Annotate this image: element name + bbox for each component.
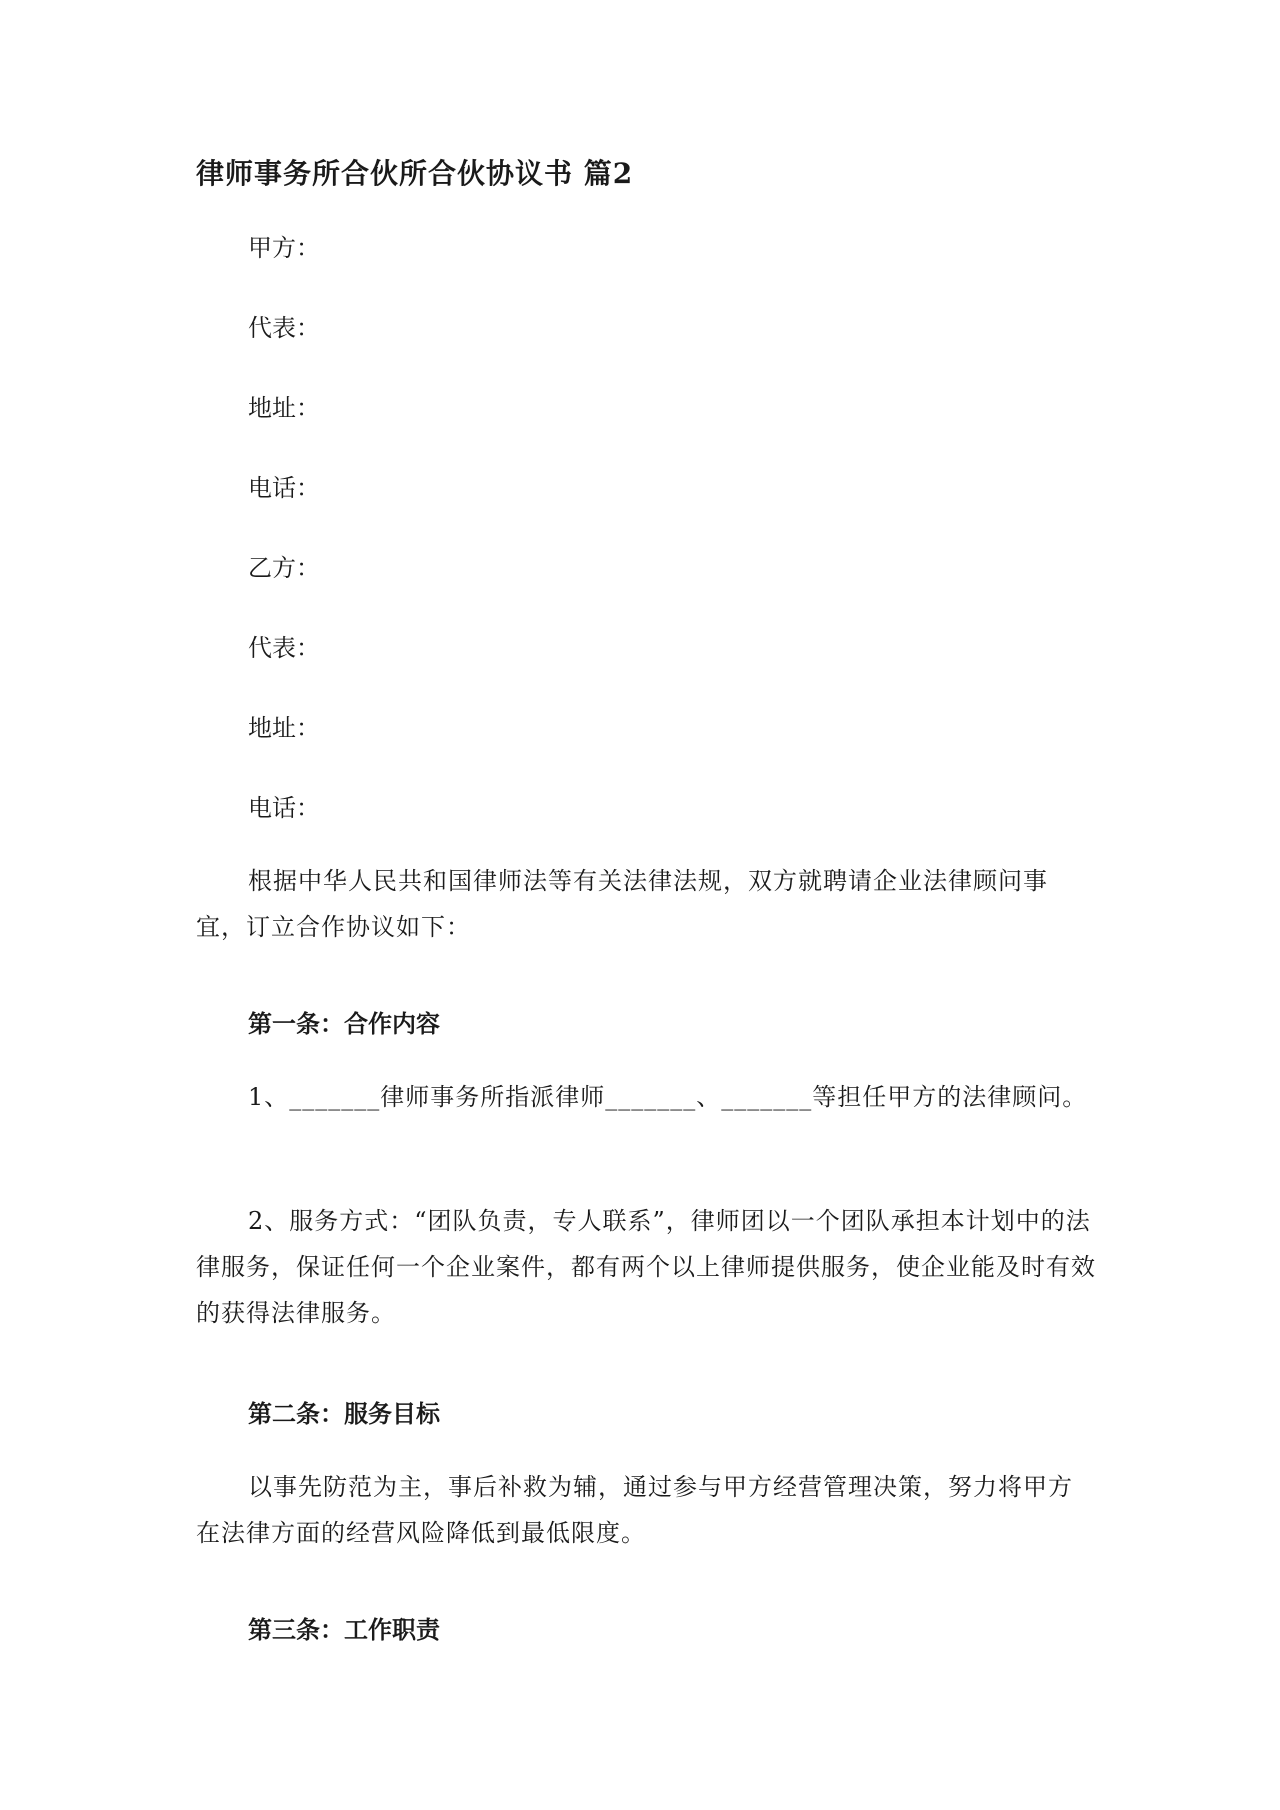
party-a-phone: 电话： — [248, 474, 320, 502]
party-a-label: 甲方： — [248, 234, 320, 262]
article-1-heading: 第一条：合作内容 — [248, 1009, 440, 1038]
party-b-representative: 代表： — [248, 634, 320, 662]
party-b-address: 地址： — [248, 714, 320, 742]
article-1-item-1: 1、_______律师事务所指派律师_______、_______等担任甲方的法律顾问。 — [248, 1083, 1088, 1111]
party-b-label: 乙方： — [248, 554, 320, 582]
article-2-heading: 第二条：服务目标 — [248, 1399, 440, 1428]
article-3-heading: 第三条：工作职责 — [248, 1615, 440, 1644]
document-title: 律师事务所合伙所合伙协议书 篇2 — [196, 157, 634, 190]
party-b-phone: 电话： — [248, 794, 320, 822]
party-a-address: 地址： — [248, 394, 320, 422]
intro-paragraph: 根据中华人民共和国律师法等有关法律法规，双方就聘请企业法律顾问事宜，订立合作协议如下： — [196, 867, 1048, 941]
article-2-text: 以事先防范为主，事后补救为辅，通过参与甲方经营管理决策，努力将甲方在法律方面的经营风险降低到最低限度。 — [196, 1473, 1073, 1547]
party-a-representative: 代表： — [248, 314, 320, 342]
article-1-item-2: 2、服务方式：“团队负责，专人联系”，律师团以一个团队承担本计划中的法律服务，保证任何一个企业案件，都有两个以上律师提供服务，使企业能及时有效的获得法律服务。 — [196, 1207, 1096, 1327]
